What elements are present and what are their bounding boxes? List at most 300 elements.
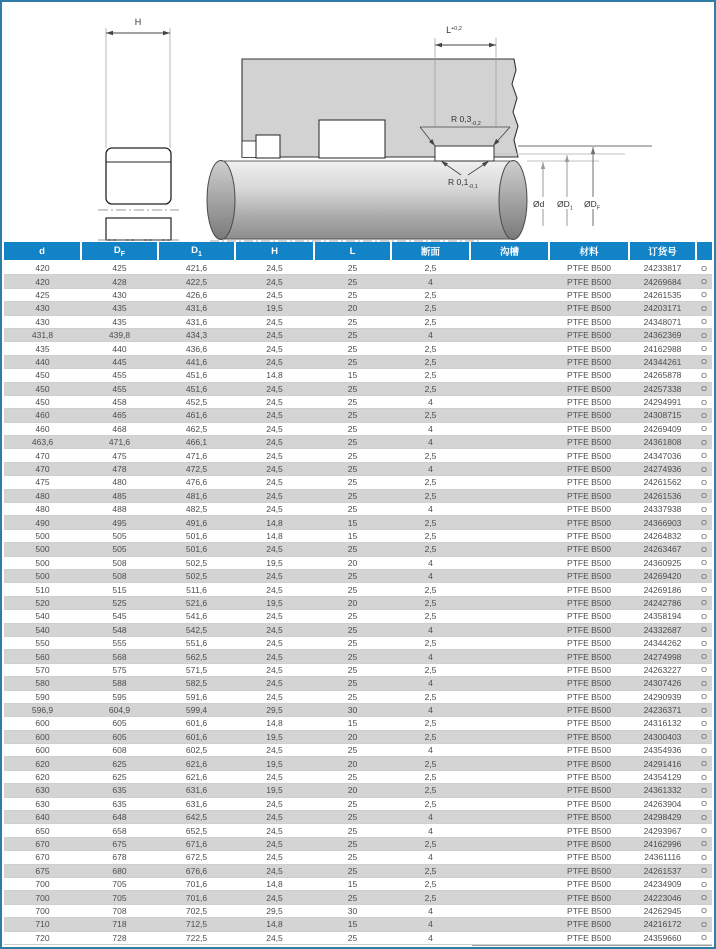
cell-l: 25 (314, 342, 391, 355)
cell-d1: 582,5 (158, 677, 235, 690)
cell-d1: 481,6 (158, 489, 235, 502)
cell-l: 25 (314, 275, 391, 288)
cell-groove (470, 369, 549, 382)
cell-groove (470, 395, 549, 408)
col-header-d: d (4, 242, 81, 261)
cell-section: 4 (391, 395, 470, 408)
cell-d: 520 (4, 596, 81, 609)
cell-df: 495 (81, 516, 158, 529)
cell-material: PTFE B500 (549, 703, 629, 716)
cell-marker: O (696, 569, 712, 582)
col-header-marker (696, 242, 712, 261)
cell-material: PTFE B500 (549, 342, 629, 355)
table-row (4, 395, 712, 408)
cell-df: 465 (81, 409, 158, 422)
cell-h: 24,5 (235, 583, 314, 596)
cell-groove (470, 529, 549, 542)
cell-h: 24,5 (235, 690, 314, 703)
cell-d: 460 (4, 422, 81, 435)
cell-l: 25 (314, 261, 391, 275)
cell-df: 425 (81, 261, 158, 275)
cell-df: 575 (81, 663, 158, 676)
cell-groove (470, 556, 549, 569)
cell-df: 508 (81, 569, 158, 582)
cell-groove (470, 918, 549, 931)
cell-groove (470, 864, 549, 877)
cell-order-no: 24261535 (629, 288, 696, 301)
cell-h: 24,5 (235, 543, 314, 556)
cell-material: PTFE B500 (549, 918, 629, 931)
cell-marker: O (696, 596, 712, 609)
cell-groove (470, 824, 549, 837)
table-body (4, 261, 712, 944)
cell-l: 20 (314, 784, 391, 797)
cell-order-no: 24269684 (629, 275, 696, 288)
cell-order-no: 24261537 (629, 864, 696, 877)
table-row (4, 610, 712, 623)
spec-table-wrap (4, 242, 712, 946)
cell-d: 500 (4, 529, 81, 542)
col-header-groove: 沟槽 (470, 242, 549, 261)
cell-h: 14,8 (235, 877, 314, 890)
cell-order-no: 24337938 (629, 503, 696, 516)
table-row (4, 730, 712, 743)
cell-section: 4 (391, 556, 470, 569)
cell-l: 25 (314, 677, 391, 690)
cell-l: 25 (314, 382, 391, 395)
cell-df: 625 (81, 770, 158, 783)
col-header-section: 断面 (391, 242, 470, 261)
cell-d1: 712,5 (158, 918, 235, 931)
cell-d: 600 (4, 730, 81, 743)
cell-h: 24,5 (235, 476, 314, 489)
table-row (4, 315, 712, 328)
cell-marker: O (696, 636, 712, 649)
cell-d: 570 (4, 663, 81, 676)
cell-groove (470, 583, 549, 596)
cell-l: 25 (314, 650, 391, 663)
cell-d1: 621,6 (158, 757, 235, 770)
cell-material: PTFE B500 (549, 422, 629, 435)
table-row (4, 797, 712, 810)
table-row (4, 811, 712, 824)
cell-h: 24,5 (235, 770, 314, 783)
table-row (4, 569, 712, 582)
cell-l: 25 (314, 690, 391, 703)
table-row (4, 744, 712, 757)
cell-section: 4 (391, 650, 470, 663)
cell-l: 25 (314, 409, 391, 422)
cell-d1: 542,5 (158, 623, 235, 636)
cell-section: 2,5 (391, 636, 470, 649)
cell-groove (470, 503, 549, 516)
cell-l: 25 (314, 610, 391, 623)
cell-groove (470, 328, 549, 341)
cell-h: 29,5 (235, 703, 314, 716)
table-row (4, 449, 712, 462)
cell-groove (470, 302, 549, 315)
cell-order-no: 24236371 (629, 703, 696, 716)
cell-marker: O (696, 730, 712, 743)
cell-material: PTFE B500 (549, 744, 629, 757)
cell-d1: 472,5 (158, 462, 235, 475)
dia-d1-label: ØD (557, 199, 570, 209)
table-row (4, 409, 712, 422)
cell-material: PTFE B500 (549, 315, 629, 328)
cell-d1: 491,6 (158, 516, 235, 529)
cell-d: 450 (4, 382, 81, 395)
radius-top-label: R 0,3 (451, 114, 472, 124)
table-row (4, 556, 712, 569)
cell-d: 470 (4, 462, 81, 475)
table-row (4, 931, 712, 944)
cell-material: PTFE B500 (549, 596, 629, 609)
cell-l: 15 (314, 717, 391, 730)
cell-d: 420 (4, 261, 81, 275)
cell-h: 19,5 (235, 302, 314, 315)
table-row (4, 328, 712, 341)
cell-l: 25 (314, 623, 391, 636)
cell-order-no: 24261562 (629, 476, 696, 489)
cell-d: 550 (4, 636, 81, 649)
cell-groove (470, 703, 549, 716)
table-row (4, 623, 712, 636)
cell-l: 15 (314, 369, 391, 382)
cell-d: 435 (4, 342, 81, 355)
cell-order-no: 24162988 (629, 342, 696, 355)
cell-marker: O (696, 703, 712, 716)
cell-material: PTFE B500 (549, 569, 629, 582)
cell-marker: O (696, 744, 712, 757)
table-row (4, 824, 712, 837)
table-row (4, 342, 712, 355)
cell-marker: O (696, 623, 712, 636)
cell-order-no: 24263904 (629, 797, 696, 810)
cell-df: 439,8 (81, 328, 158, 341)
cell-d: 500 (4, 543, 81, 556)
table-row (4, 382, 712, 395)
cell-df: 435 (81, 315, 158, 328)
cell-marker: O (696, 261, 712, 275)
cell-section: 2,5 (391, 342, 470, 355)
cell-order-no: 24274998 (629, 650, 696, 663)
cell-d: 475 (4, 476, 81, 489)
cell-h: 24,5 (235, 677, 314, 690)
cell-d: 670 (4, 837, 81, 850)
radius-bottom-label: R 0,1 (448, 177, 469, 187)
cell-marker: O (696, 449, 712, 462)
cell-section: 4 (391, 703, 470, 716)
cell-groove (470, 543, 549, 556)
cell-material: PTFE B500 (549, 663, 629, 676)
cell-marker: O (696, 663, 712, 676)
cell-section: 4 (391, 569, 470, 582)
cell-h: 29,5 (235, 904, 314, 917)
cell-d: 630 (4, 784, 81, 797)
cell-marker: O (696, 918, 712, 931)
col-header-order-no: 订货号 (629, 242, 696, 261)
cell-section: 4 (391, 422, 470, 435)
cell-d1: 701,6 (158, 877, 235, 890)
dia-df-label: ØD (584, 199, 597, 209)
cell-l: 15 (314, 918, 391, 931)
table-row (4, 891, 712, 904)
seal-section-upper (106, 148, 171, 204)
cell-l: 25 (314, 543, 391, 556)
cell-section: 2,5 (391, 449, 470, 462)
cell-l: 25 (314, 476, 391, 489)
col-header-h: H (235, 242, 314, 261)
table-row (4, 757, 712, 770)
cell-l: 25 (314, 503, 391, 516)
cell-h: 24,5 (235, 864, 314, 877)
cell-groove (470, 877, 549, 890)
cell-d1: 601,6 (158, 730, 235, 743)
cell-d1: 502,5 (158, 556, 235, 569)
table-row (4, 690, 712, 703)
table-row (4, 476, 712, 489)
cell-groove (470, 891, 549, 904)
cell-section: 2,5 (391, 315, 470, 328)
cell-section: 2,5 (391, 302, 470, 315)
cell-df: 468 (81, 422, 158, 435)
cell-d1: 652,5 (158, 824, 235, 837)
cell-order-no: 24233817 (629, 261, 696, 275)
cell-order-no: 24316132 (629, 717, 696, 730)
cell-df: 605 (81, 717, 158, 730)
cell-order-no: 24234909 (629, 877, 696, 890)
cell-marker: O (696, 436, 712, 449)
cell-l: 25 (314, 462, 391, 475)
cell-marker: O (696, 583, 712, 596)
cell-section: 2,5 (391, 489, 470, 502)
cell-df: 588 (81, 677, 158, 690)
shaft-left-end (207, 161, 235, 240)
cell-section: 2,5 (391, 717, 470, 730)
cell-order-no: 24347036 (629, 449, 696, 462)
cell-df: 430 (81, 288, 158, 301)
cell-d1: 702,5 (158, 904, 235, 917)
cell-order-no: 24366903 (629, 516, 696, 529)
cell-order-no: 24348071 (629, 315, 696, 328)
cell-groove (470, 904, 549, 917)
cell-d: 670 (4, 851, 81, 864)
cell-df: 658 (81, 824, 158, 837)
cell-d: 490 (4, 516, 81, 529)
cell-df: 545 (81, 610, 158, 623)
cell-marker: O (696, 328, 712, 341)
table-row (4, 677, 712, 690)
cell-d1: 466,1 (158, 436, 235, 449)
cell-order-no: 24361808 (629, 436, 696, 449)
cell-l: 25 (314, 663, 391, 676)
cell-d: 700 (4, 877, 81, 890)
cell-d1: 426,6 (158, 288, 235, 301)
table-row (4, 864, 712, 877)
cell-d1: 602,5 (158, 744, 235, 757)
table-row (4, 663, 712, 676)
cell-d1: 431,6 (158, 302, 235, 315)
cell-d: 540 (4, 610, 81, 623)
dim-h-label: H (134, 17, 142, 27)
cell-df: 455 (81, 382, 158, 395)
cell-groove (470, 770, 549, 783)
cell-groove (470, 261, 549, 275)
cell-material: PTFE B500 (549, 784, 629, 797)
cell-df: 505 (81, 529, 158, 542)
cell-groove (470, 462, 549, 475)
cell-marker: O (696, 770, 712, 783)
cell-l: 20 (314, 596, 391, 609)
cell-h: 19,5 (235, 757, 314, 770)
cell-order-no: 24262945 (629, 904, 696, 917)
cell-groove (470, 516, 549, 529)
cell-df: 428 (81, 275, 158, 288)
cell-marker: O (696, 529, 712, 542)
cell-d: 720 (4, 931, 81, 944)
cell-h: 24,5 (235, 824, 314, 837)
cell-h: 24,5 (235, 744, 314, 757)
cell-d1: 421,6 (158, 261, 235, 275)
cell-h: 24,5 (235, 650, 314, 663)
cell-section: 2,5 (391, 663, 470, 676)
cell-material: PTFE B500 (549, 636, 629, 649)
cell-material: PTFE B500 (549, 302, 629, 315)
cell-d1: 551,6 (158, 636, 235, 649)
cell-df: 678 (81, 851, 158, 864)
cell-groove (470, 663, 549, 676)
dia-d1-sub: 1 (569, 205, 573, 212)
table-row (4, 436, 712, 449)
cell-material: PTFE B500 (549, 864, 629, 877)
cell-h: 24,5 (235, 851, 314, 864)
cell-l: 30 (314, 703, 391, 716)
cell-df: 568 (81, 650, 158, 663)
cell-d1: 621,6 (158, 770, 235, 783)
cell-material: PTFE B500 (549, 623, 629, 636)
col-header-d1: $D_1$ (158, 242, 235, 261)
cell-section: 4 (391, 436, 470, 449)
cell-l: 15 (314, 877, 391, 890)
cell-section: 2,5 (391, 355, 470, 368)
cell-material: PTFE B500 (549, 904, 629, 917)
cell-material: PTFE B500 (549, 369, 629, 382)
cell-section: 4 (391, 275, 470, 288)
cell-material: PTFE B500 (549, 891, 629, 904)
cell-order-no: 24203171 (629, 302, 696, 315)
seal-installation-diagram (2, 2, 712, 242)
cell-l: 25 (314, 744, 391, 757)
shaft-right-end (499, 161, 527, 240)
cell-groove (470, 449, 549, 462)
cell-l: 20 (314, 556, 391, 569)
seal-profile-view (98, 17, 179, 240)
cell-groove (470, 355, 549, 368)
cell-d: 700 (4, 904, 81, 917)
cell-groove (470, 610, 549, 623)
cell-section: 2,5 (391, 690, 470, 703)
cell-d1: 436,6 (158, 342, 235, 355)
cell-material: PTFE B500 (549, 529, 629, 542)
cell-d1: 482,5 (158, 503, 235, 516)
cell-df: 608 (81, 744, 158, 757)
cell-d: 431,8 (4, 328, 81, 341)
cell-groove (470, 757, 549, 770)
cell-d: 675 (4, 864, 81, 877)
cell-d: 600 (4, 744, 81, 757)
cell-marker: O (696, 275, 712, 288)
cell-h: 24,5 (235, 395, 314, 408)
col-header-material: 材料 (549, 242, 629, 261)
cell-d1: 451,6 (158, 369, 235, 382)
cell-df: 675 (81, 837, 158, 850)
cell-d1: 672,5 (158, 851, 235, 864)
cell-d1: 591,6 (158, 690, 235, 703)
cell-l: 25 (314, 449, 391, 462)
cell-order-no: 24361116 (629, 851, 696, 864)
cell-order-no: 24361332 (629, 784, 696, 797)
cell-groove (470, 623, 549, 636)
cell-order-no: 24263467 (629, 543, 696, 556)
cell-material: PTFE B500 (549, 449, 629, 462)
cell-d1: 521,6 (158, 596, 235, 609)
cell-groove (470, 436, 549, 449)
cell-marker: O (696, 877, 712, 890)
cell-marker: O (696, 342, 712, 355)
cell-df: 548 (81, 623, 158, 636)
cell-df: 435 (81, 302, 158, 315)
cell-l: 25 (314, 837, 391, 850)
cell-h: 24,5 (235, 342, 314, 355)
table-bottom-rule (472, 945, 712, 946)
cell-l: 25 (314, 824, 391, 837)
cell-h: 14,8 (235, 516, 314, 529)
cell-section: 4 (391, 824, 470, 837)
cell-material: PTFE B500 (549, 489, 629, 502)
cell-h: 24,5 (235, 610, 314, 623)
cell-d: 600 (4, 717, 81, 730)
cell-order-no: 24354129 (629, 770, 696, 783)
cell-d1: 451,6 (158, 382, 235, 395)
cell-d1: 631,6 (158, 797, 235, 810)
cell-material: PTFE B500 (549, 677, 629, 690)
cell-d1: 471,6 (158, 449, 235, 462)
cell-d1: 599,4 (158, 703, 235, 716)
cell-marker: O (696, 516, 712, 529)
table-row (4, 369, 712, 382)
cell-order-no: 24216172 (629, 918, 696, 931)
cell-section: 2,5 (391, 784, 470, 797)
cell-h: 24,5 (235, 275, 314, 288)
cell-l: 30 (314, 904, 391, 917)
cell-d: 480 (4, 503, 81, 516)
cell-material: PTFE B500 (549, 730, 629, 743)
cell-d: 430 (4, 315, 81, 328)
cell-section: 4 (391, 931, 470, 944)
cell-marker: O (696, 797, 712, 810)
cell-l: 25 (314, 931, 391, 944)
cell-l: 25 (314, 797, 391, 810)
table-row (4, 596, 712, 609)
cell-section: 4 (391, 462, 470, 475)
cell-material: PTFE B500 (549, 757, 629, 770)
cell-l: 25 (314, 315, 391, 328)
table-row (4, 717, 712, 730)
cell-section: 2,5 (391, 382, 470, 395)
cell-d1: 502,5 (158, 569, 235, 582)
cell-h: 24,5 (235, 328, 314, 341)
cell-groove (470, 784, 549, 797)
